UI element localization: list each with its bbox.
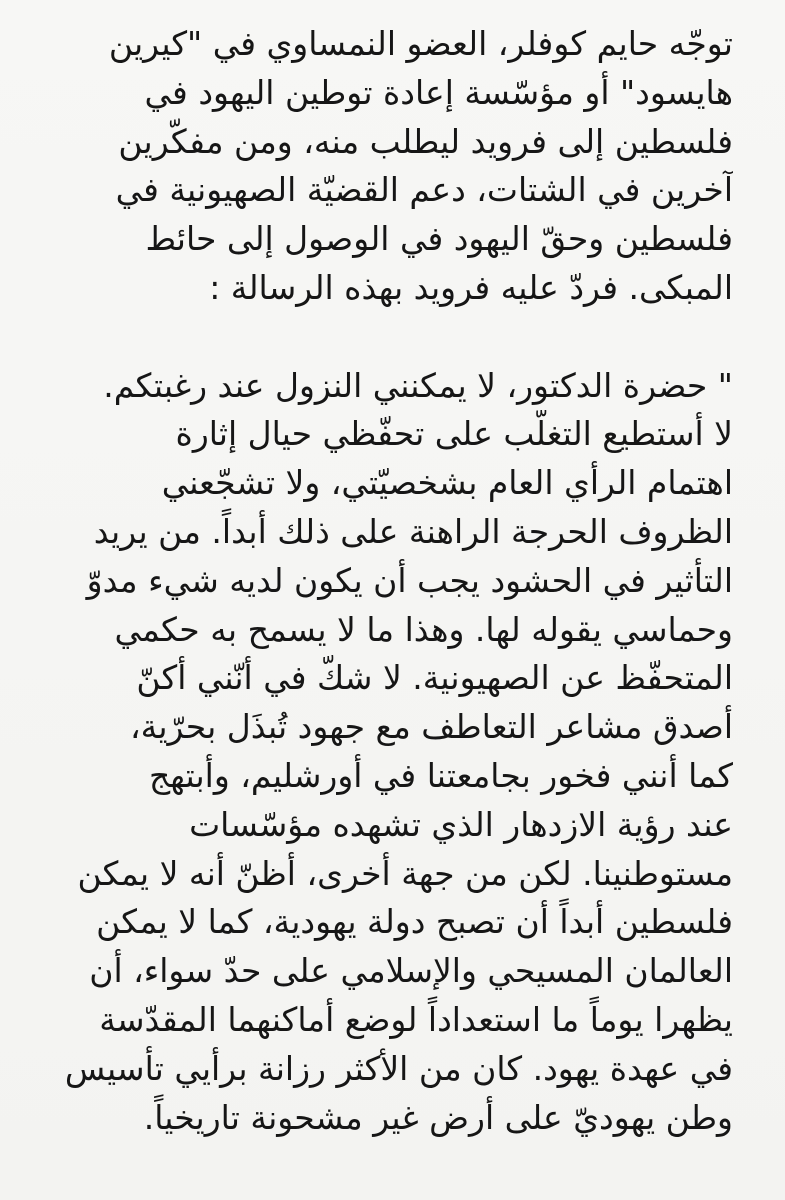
text-line: الظروف الحرجة الراهنة على ذلك أبداً. من يريد — [93, 511, 733, 551]
text-line: وحماسي يقوله لها. وهذا ما لا يسمح به حكمي — [114, 609, 733, 649]
text-line: التأثير في الحشود يجب أن يكون لديه شيء مدوّ — [86, 560, 733, 600]
text-line: مستوطنينا. لكن من جهة أخرى، أظنّ أنه لا يمكن — [77, 853, 733, 893]
text-line: توجّه حايم كوفلر، العضو النمساوي في "كيرين — [108, 24, 733, 63]
text-line: يظهرا يوماً ما استعداداً لوضع أماكنهما المقدّسة — [99, 999, 733, 1039]
paragraph-spacer — [40, 313, 733, 362]
text-line: آخرين في الشتات، دعم القضيّة الصهيونية في — [115, 170, 733, 210]
text-line: لا أستطيع التغلّب على تحفّظي حيال إثارة — [175, 414, 733, 454]
text-line: " حضرة الدكتور، لا يمكنني النزول عند رغبتكم. — [103, 365, 733, 405]
text-line: اهتمام الرأي العام بشخصيّتي، ولا تشجّعني — [161, 463, 733, 503]
text-line: كما أنني فخور بجامعتنا في أورشليم، وأبتهج — [149, 755, 733, 795]
text-line: فلسطين وحقّ اليهود في الوصول إلى حائط — [145, 219, 733, 259]
intro-paragraph — [40, 20, 733, 313]
text-line: وطن يهوديّ على أرض غير مشحونة تاريخياً. — [143, 1097, 733, 1137]
text-line: المبكى. فردّ عليه فرويد بهذه الرسالة : — [209, 267, 733, 307]
text-line: أصدق مشاعر التعاطف مع جهود تُبذَل بحرّية، — [130, 707, 733, 747]
text-line: العالمان المسيحي والإسلامي على حدّ سواء، أن — [89, 951, 733, 991]
text-line: فلسطين إلى فرويد ليطلب منه، ومن مفكّرين — [118, 121, 733, 161]
letter-paragraph — [40, 362, 733, 1143]
text-line: عند رؤية الازدهار الذي تشهده مؤسّسات — [189, 804, 733, 844]
text-line: في عهدة يهود. كان من الأكثر رزانة برأيي تأسيس — [64, 1048, 733, 1088]
text-line: هايسود" أو مؤسّسة إعادة توطين اليهود في — [144, 72, 733, 112]
text-line: فلسطين أبداً أن تصبح دولة يهودية، كما لا يمكن — [96, 902, 733, 942]
text-line: المتحفّظ عن الصهيونية. لا شكّ في أنّني أكنّ — [136, 658, 733, 698]
